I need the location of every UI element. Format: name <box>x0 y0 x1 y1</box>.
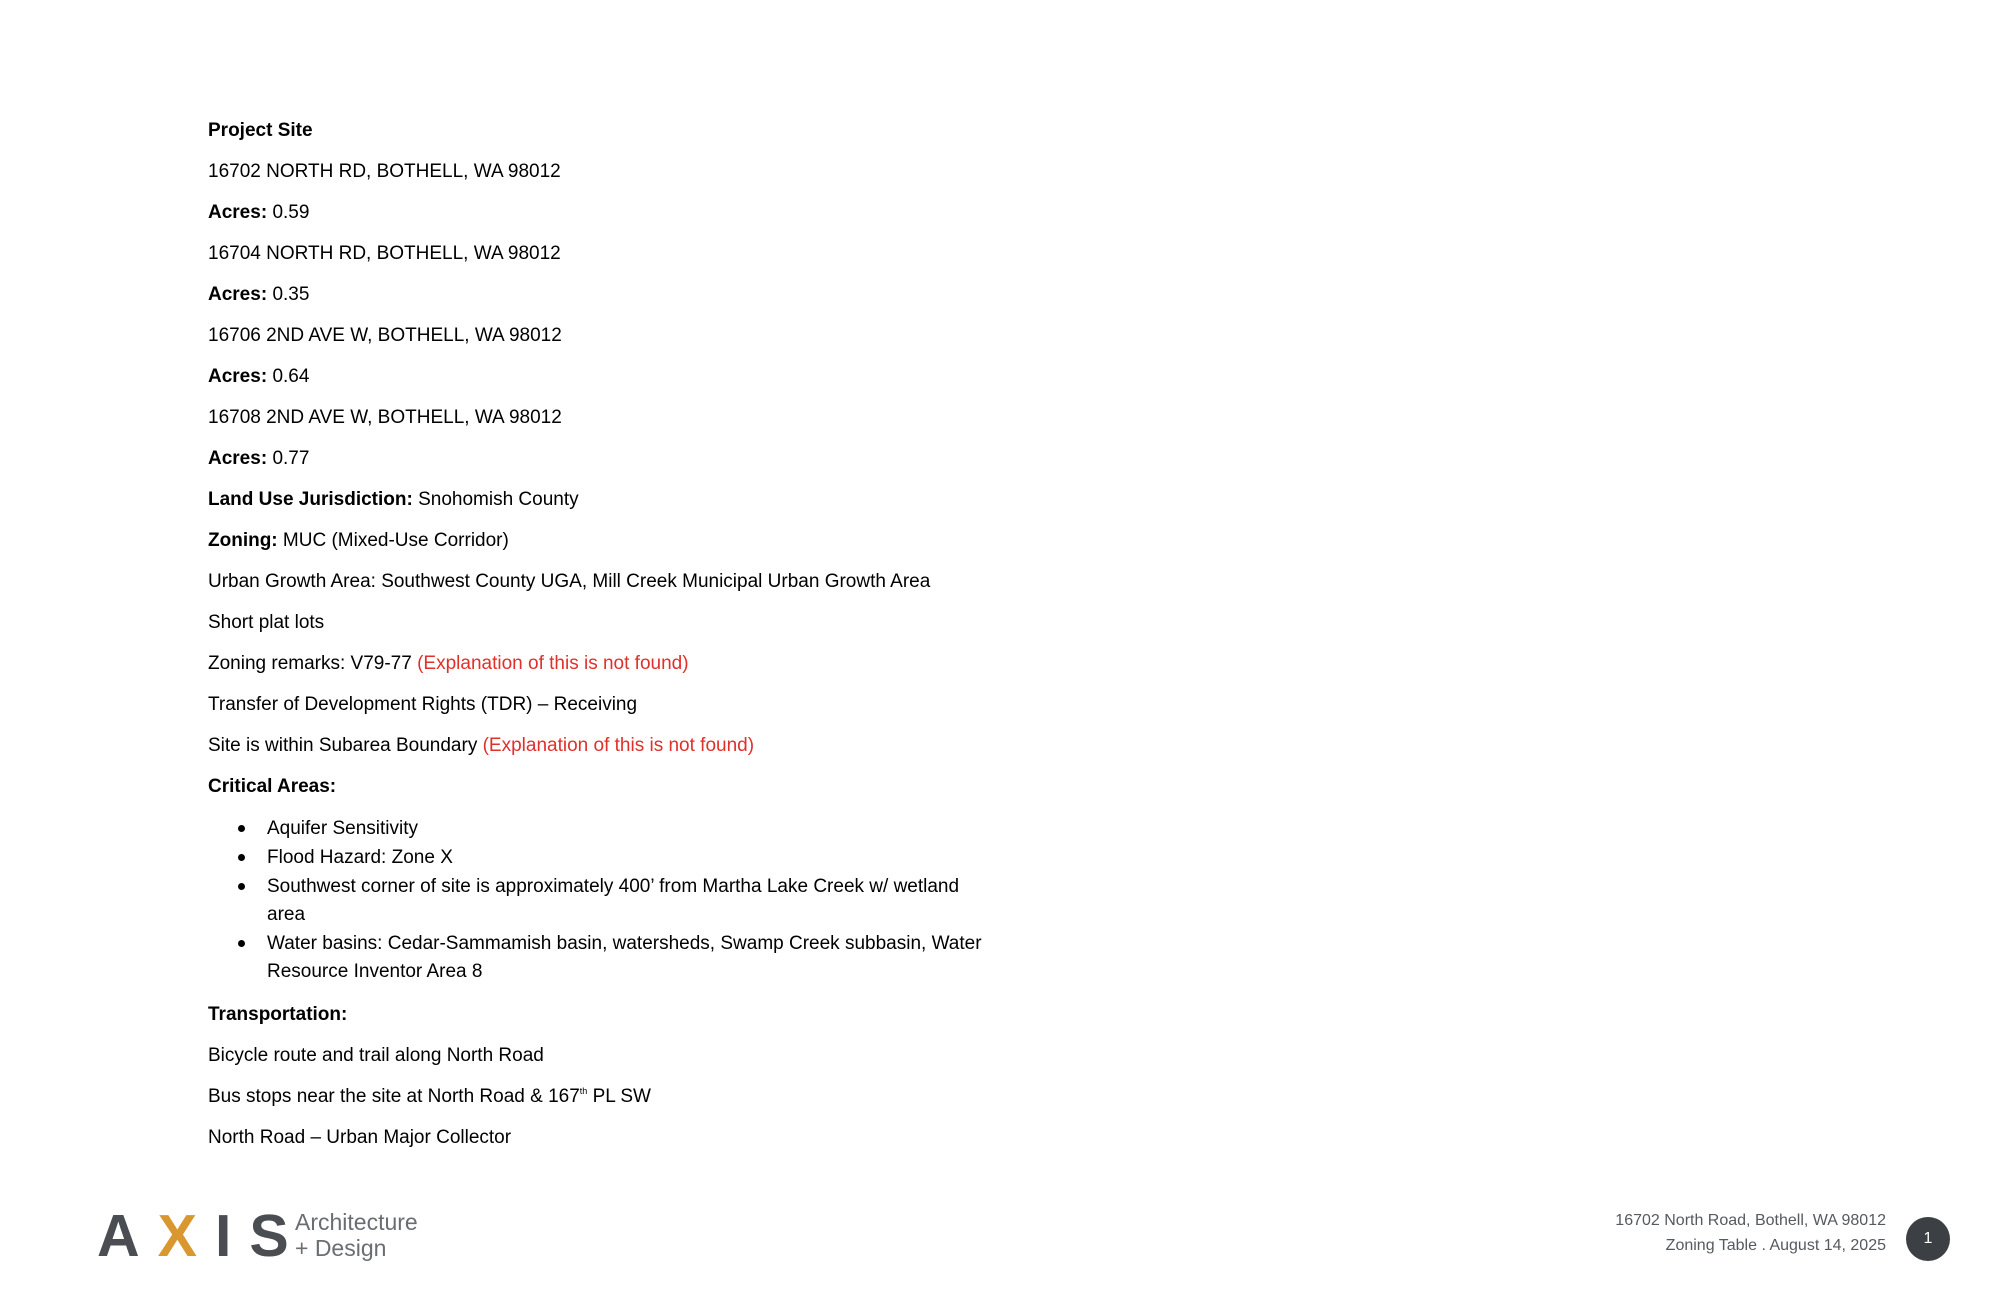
jurisdiction-label: Land Use Jurisdiction: <box>208 489 413 510</box>
transportation-heading: Transportation: <box>208 1004 348 1025</box>
bullet-icon <box>238 883 245 890</box>
logo-letter-x: X <box>157 1203 215 1269</box>
list-item <box>208 815 987 843</box>
acres-label: Acres: <box>208 366 268 387</box>
short-plat-line: Short plat lots <box>208 612 325 633</box>
list-item-text: Southwest corner of site is approximately 400’ from Martha Lake Creek w/ wetland area <box>267 876 960 925</box>
zoning-remarks-line <box>208 651 1008 676</box>
north-road-line: North Road – Urban Major Collector <box>208 1127 512 1148</box>
zoning-remarks-note: (Explanation of this is not found) <box>417 653 689 674</box>
parcel-3-acres <box>208 364 1008 389</box>
acres-value: 0.59 <box>272 202 310 223</box>
subarea-note: (Explanation of this is not found) <box>482 735 755 756</box>
page-number: 1 <box>1923 1230 1933 1247</box>
subarea-line <box>208 733 1008 758</box>
jurisdiction-value: Snohomish County <box>418 489 579 510</box>
parcel-1-acres <box>208 200 1008 225</box>
footer-info <box>1615 1208 1886 1258</box>
bicycle-line: Bicycle route and trail along North Road <box>208 1045 544 1066</box>
zoning-label: Zoning: <box>208 530 278 551</box>
acres-value: 0.35 <box>272 284 310 305</box>
subarea-text: Site is within Subarea Boundary <box>208 735 478 756</box>
logo-letter-a: A <box>97 1203 158 1269</box>
page-number-badge <box>1906 1217 1950 1261</box>
project-site-heading: Project Site <box>208 120 313 141</box>
list-item-text: Aquifer Sensitivity <box>267 818 419 839</box>
acres-value: 0.77 <box>272 448 310 469</box>
bus-line-text: Bus stops near the site at North Road & 167 <box>208 1086 580 1107</box>
bus-line <box>208 1084 1008 1109</box>
list-item-text: Flood Hazard: Zone X <box>267 847 453 868</box>
parcel-3-address: 16706 2ND AVE W, BOTHELL, WA 98012 <box>208 325 562 346</box>
acres-label: Acres: <box>208 284 268 305</box>
zoning-remarks-text: Zoning remarks: V79-77 <box>208 653 412 674</box>
zoning-value: MUC (Mixed-Use Corridor) <box>282 530 509 551</box>
zoning-line <box>208 528 1008 553</box>
critical-areas-heading: Critical Areas: <box>208 776 337 797</box>
footer-doc-info: Zoning Table . August 14, 2025 <box>1665 1237 1886 1254</box>
bullet-icon <box>238 825 245 832</box>
footer-address: 16702 North Road, Bothell, WA 98012 <box>1615 1212 1886 1229</box>
parcel-4-address: 16708 2ND AVE W, BOTHELL, WA 98012 <box>208 407 562 428</box>
critical-areas-list <box>208 815 1008 986</box>
list-item-text: Water basins: Cedar-Sammamish basin, watersheds, Swamp Creek subbasin, Water Resource Inventor Area 8 <box>267 933 982 982</box>
parcel-2-acres <box>208 282 1008 307</box>
jurisdiction-line <box>208 487 1008 512</box>
tdr-line: Transfer of Development Rights (TDR) – Receiving <box>208 694 638 715</box>
bullet-icon <box>238 940 245 947</box>
list-item <box>208 930 987 986</box>
parcel-2-address: 16704 NORTH RD, BOTHELL, WA 98012 <box>208 243 561 264</box>
bullet-icon <box>238 854 245 861</box>
document-body <box>208 118 1008 1166</box>
uga-line: Urban Growth Area: Southwest County UGA, Mill Creek Municipal Urban Growth Area <box>208 571 931 592</box>
acres-value: 0.64 <box>272 366 310 387</box>
logo-tagline-design: + Design <box>295 1235 387 1261</box>
ordinal-suffix: th <box>579 1086 588 1096</box>
parcel-1-address: 16702 NORTH RD, BOTHELL, WA 98012 <box>208 161 561 182</box>
logo-letters-is: IS <box>214 1203 307 1269</box>
list-item <box>208 844 987 872</box>
list-item <box>208 873 987 929</box>
acres-label: Acres: <box>208 448 268 469</box>
parcel-4-acres <box>208 446 1008 471</box>
logo-tagline-architecture: Architecture <box>295 1209 418 1235</box>
bus-line-end: PL SW <box>587 1086 651 1107</box>
logo-wordmark <box>97 1203 307 1269</box>
acres-label: Acres: <box>208 202 268 223</box>
